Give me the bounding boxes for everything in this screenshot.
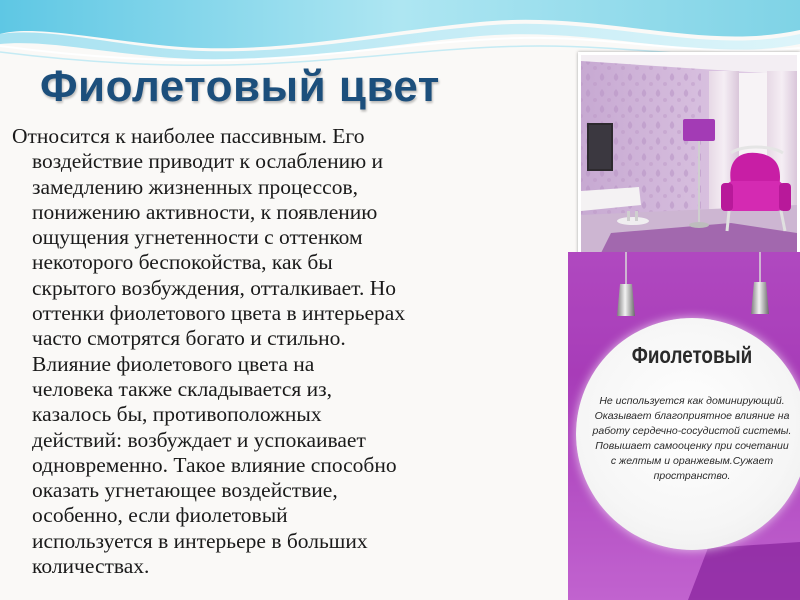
body-line: некоторого беспокойства, как бы (32, 250, 333, 275)
room-illustration (581, 55, 797, 253)
info-line: Повышает самооценку при сочетании (595, 440, 789, 452)
info-line: работу сердечно-сосудистой системы. (592, 425, 792, 437)
info-title: Фиолетовый (631, 342, 753, 368)
body-text (12, 124, 552, 579)
body-line: оказать угнетающее воздействие, (32, 478, 338, 503)
info-line: Оказывает благоприятное влияние на (594, 410, 790, 422)
body-line: действий: возбуждает и успокаивает (32, 427, 366, 452)
body-line: замедлению жизненных процессов, (32, 174, 358, 199)
body-line: ощущения угнетенности с оттенком (32, 225, 363, 250)
info-panel (568, 252, 800, 600)
info-text (588, 394, 796, 484)
body-line: используется в интерьере в больших (32, 528, 368, 553)
body-line: воздействие приводит к ослаблению и (32, 149, 384, 174)
info-line: пространство. (653, 470, 731, 482)
body-line: понижению активности, к появлению (32, 199, 378, 224)
info-line: с желтым и оранжевым.Сужает (610, 455, 774, 467)
room-photo (578, 52, 800, 256)
body-line: человека также складывается из, (32, 376, 333, 401)
body-line: количествах. (32, 554, 150, 579)
body-line: часто смотрятся богато и стильно. (32, 326, 346, 351)
slide-title: Фиолетовый цвет (40, 62, 440, 111)
body-line: скрытого возбуждения, отталкивает. Но (32, 275, 396, 300)
info-line: Не используется как доминирующий. (599, 395, 785, 407)
body-line: одновременно. Такое влияние способно (32, 452, 397, 477)
body-line: особенно, если фиолетовый (32, 503, 288, 528)
body-line: Влияние фиолетового цвета на (32, 351, 315, 376)
info-circle (576, 318, 800, 550)
body-line: оттенки фиолетового цвета в интерьерах (32, 301, 406, 326)
body-line: казалось бы, противоположных (32, 402, 322, 427)
body-line: Относится к наиболее пассивным. Его (12, 124, 365, 148)
